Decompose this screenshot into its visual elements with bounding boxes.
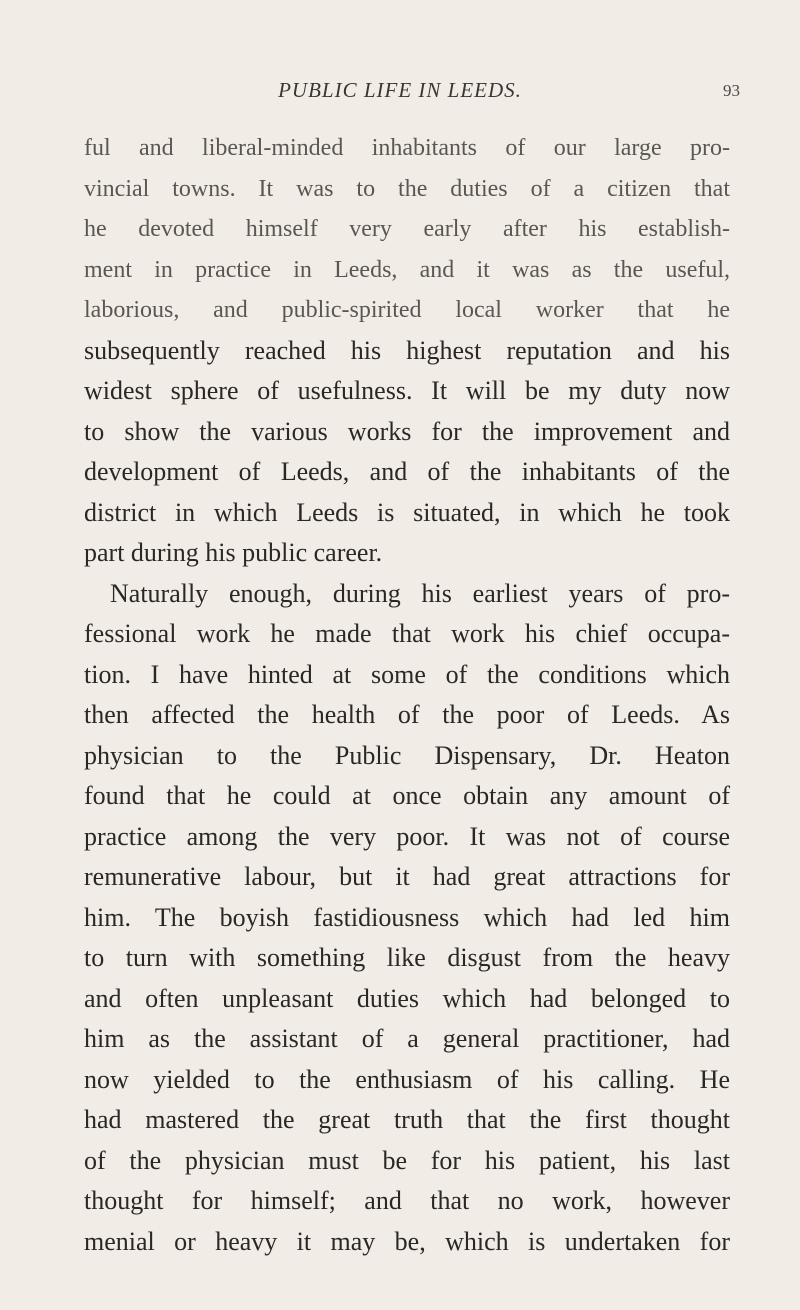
text-line: now yielded to the enthusiasm of his calling. He bbox=[84, 1064, 730, 1094]
text-line: to show the various works for the improvement and bbox=[84, 416, 730, 446]
text-line: vincial towns. It was to the duties of a citizen that bbox=[84, 175, 730, 202]
text-line: ful and liberal-minded inhabitants of our large pro- bbox=[84, 135, 730, 161]
text-line: found that he could at once obtain any amount of bbox=[84, 781, 730, 810]
text-line: Naturally enough, during his earliest years of pro- bbox=[110, 578, 730, 608]
text-line: practice among the very poor. It was not of course bbox=[84, 821, 730, 851]
text-line: of the physician must be for his patient, his last bbox=[84, 1145, 730, 1175]
text-line: subsequently reached his highest reputation and his bbox=[84, 335, 730, 365]
text-line: then affected the health of the poor of Leeds. As bbox=[84, 700, 730, 729]
text-line: tion. I have hinted at some of the conditions which bbox=[84, 659, 730, 689]
text-line: remunerative labour, but it had great attractions for bbox=[84, 862, 730, 891]
text-line: widest sphere of usefulness. It will be my duty now bbox=[84, 376, 730, 405]
text-line: physician to the Public Dispensary, Dr. Heaton bbox=[84, 740, 730, 770]
text-line: him as the assistant of a general practitioner, had bbox=[84, 1024, 730, 1053]
text-line: fessional work he made that work his chief occupa- bbox=[84, 619, 730, 648]
running-header bbox=[60, 60, 740, 100]
page-number: 93 bbox=[723, 81, 740, 100]
text-line: laborious, and public-spirited local worker that he bbox=[84, 297, 730, 323]
text-line: ment in practice in Leeds, and it was as the useful, bbox=[84, 256, 730, 283]
text-line: and often unpleasant duties which had belonged to bbox=[84, 983, 730, 1013]
text-line: he devoted himself very early after his establish- bbox=[84, 216, 730, 242]
text-line: development of Leeds, and of the inhabitants of the bbox=[84, 457, 730, 486]
text-line: him. The boyish fastidiousness which had led him bbox=[84, 902, 730, 932]
body-text bbox=[84, 128, 730, 1262]
text-line: district in which Leeds is situated, in which he took bbox=[84, 497, 730, 527]
text-line: thought for himself; and that no work, however bbox=[84, 1186, 730, 1215]
running-title: PUBLIC LIFE IN LEEDS. bbox=[278, 78, 522, 102]
text-line: menial or heavy it may be, which is undertaken for bbox=[84, 1226, 730, 1256]
text-line: to turn with something like disgust from the heavy bbox=[84, 943, 730, 972]
text-line: part during his public career. bbox=[84, 538, 383, 567]
text-line: had mastered the great truth that the first thought bbox=[84, 1105, 730, 1134]
